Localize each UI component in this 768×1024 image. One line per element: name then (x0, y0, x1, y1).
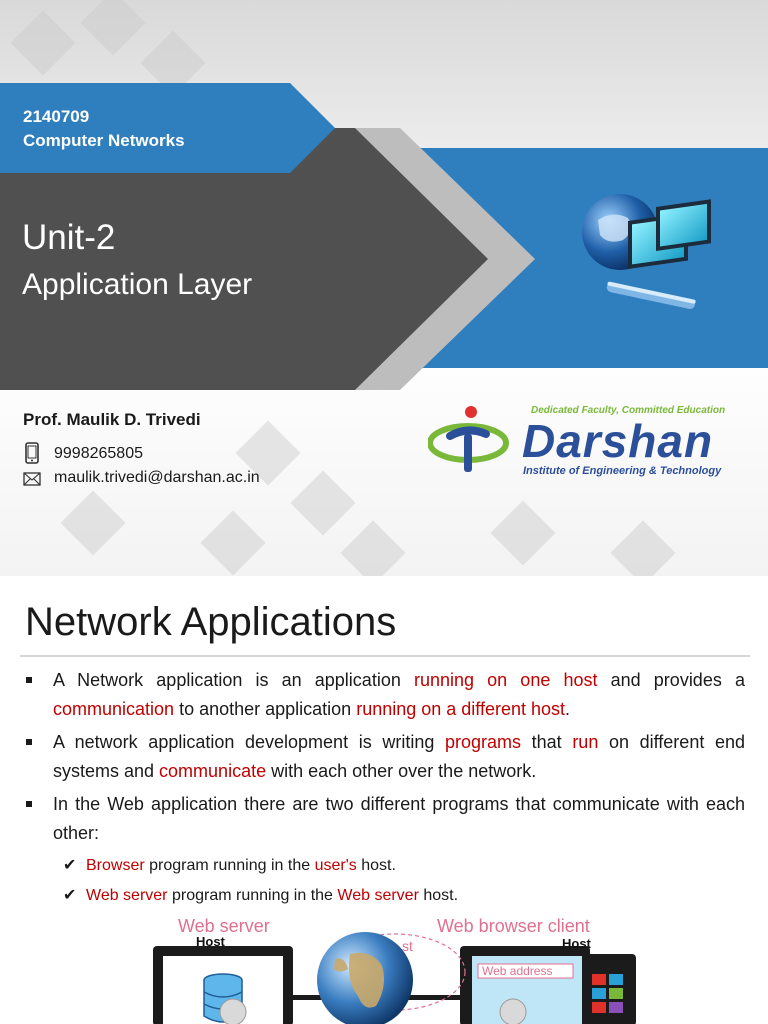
web-address-label: Web address (482, 964, 553, 978)
highlighted-text: communicate (159, 761, 267, 781)
unit-title: Unit-2 (22, 218, 116, 257)
bullet-text: A network application development is writing (53, 732, 445, 752)
course-name: Computer Networks (23, 131, 185, 150)
web-server-label: Web server (178, 916, 270, 936)
highlighted-text: Web server (337, 887, 419, 904)
sub-bullet-item (63, 881, 458, 911)
diagram-fragment-label: st (402, 938, 413, 954)
client-host-label: Host (562, 936, 591, 951)
bullet-text: with each other over the network. (266, 761, 537, 781)
bullet-text: program running in the (144, 857, 315, 874)
background-diamond (80, 0, 145, 56)
highlighted-text: programs (444, 732, 522, 752)
bullet-text: that (521, 732, 573, 752)
phone-icon (24, 442, 40, 464)
logo-institute: Institute of Engineering & Technology (523, 465, 722, 477)
bullet-text: In the Web application there are two different programs that communicate with each other: (53, 794, 745, 843)
web-diagram (150, 914, 640, 1024)
bullet-marker (26, 739, 32, 745)
unit-subtitle: Application Layer (22, 268, 253, 301)
highlighted-text: communication (53, 699, 175, 719)
web-browser-client-label: Web browser client (437, 916, 590, 936)
bullet-item (25, 666, 745, 724)
logo-brand: Darshan (522, 415, 714, 467)
background-diamond (340, 520, 405, 576)
background-diamond (290, 470, 355, 535)
content-slide (0, 576, 768, 1024)
background-diamond (10, 10, 75, 75)
sub-bullet-list (63, 851, 458, 911)
title-divider (20, 655, 750, 657)
slide-title: Network Applications (25, 600, 397, 644)
bullet-marker (26, 801, 32, 807)
phone-number: 9998265805 (54, 445, 143, 462)
background-diamond (610, 520, 675, 576)
highlighted-text: user's (314, 857, 357, 874)
bullet-list (25, 666, 745, 852)
bullet-item (25, 728, 745, 786)
course-code: 2140709 (23, 107, 90, 126)
mail-icon (23, 472, 41, 486)
email-address: maulik.trivedi@darshan.ac.in (54, 469, 260, 486)
bullet-item (25, 790, 745, 848)
bullet-text: to another application (174, 699, 357, 719)
bullet-text: host. (356, 857, 396, 874)
highlighted-text: Web server (86, 887, 168, 904)
bullet-text: on different end systems and (53, 732, 745, 781)
logo-tagline: Dedicated Faculty, Committed Education (531, 405, 726, 416)
highlighted-text: running on a different host (356, 699, 566, 719)
bullet-text: . (565, 699, 571, 719)
course-banner (0, 83, 335, 173)
bullet-marker (26, 677, 32, 683)
person-icon (496, 998, 530, 1024)
highlighted-text: run (572, 732, 599, 752)
checkmark-icon: ✔ (63, 857, 77, 874)
globe-computer-icon (578, 190, 718, 325)
background-diamond (490, 500, 555, 565)
background-diamond (60, 490, 125, 555)
bullet-text: host. (418, 887, 459, 904)
person-icon (216, 998, 250, 1024)
background-diamond (200, 510, 265, 575)
highlighted-text: Browser (86, 857, 145, 874)
sub-bullet-item (63, 851, 458, 881)
highlighted-text: running on one host (413, 670, 598, 690)
bullet-text: program running in the (167, 887, 338, 904)
checkmark-icon: ✔ (63, 887, 77, 904)
bullet-text: and provides a (597, 670, 745, 690)
professor-name: Prof. Maulik D. Trivedi (23, 410, 201, 429)
bullet-text: A Network application is an application (53, 670, 414, 690)
server-host-label: Host (196, 934, 225, 949)
